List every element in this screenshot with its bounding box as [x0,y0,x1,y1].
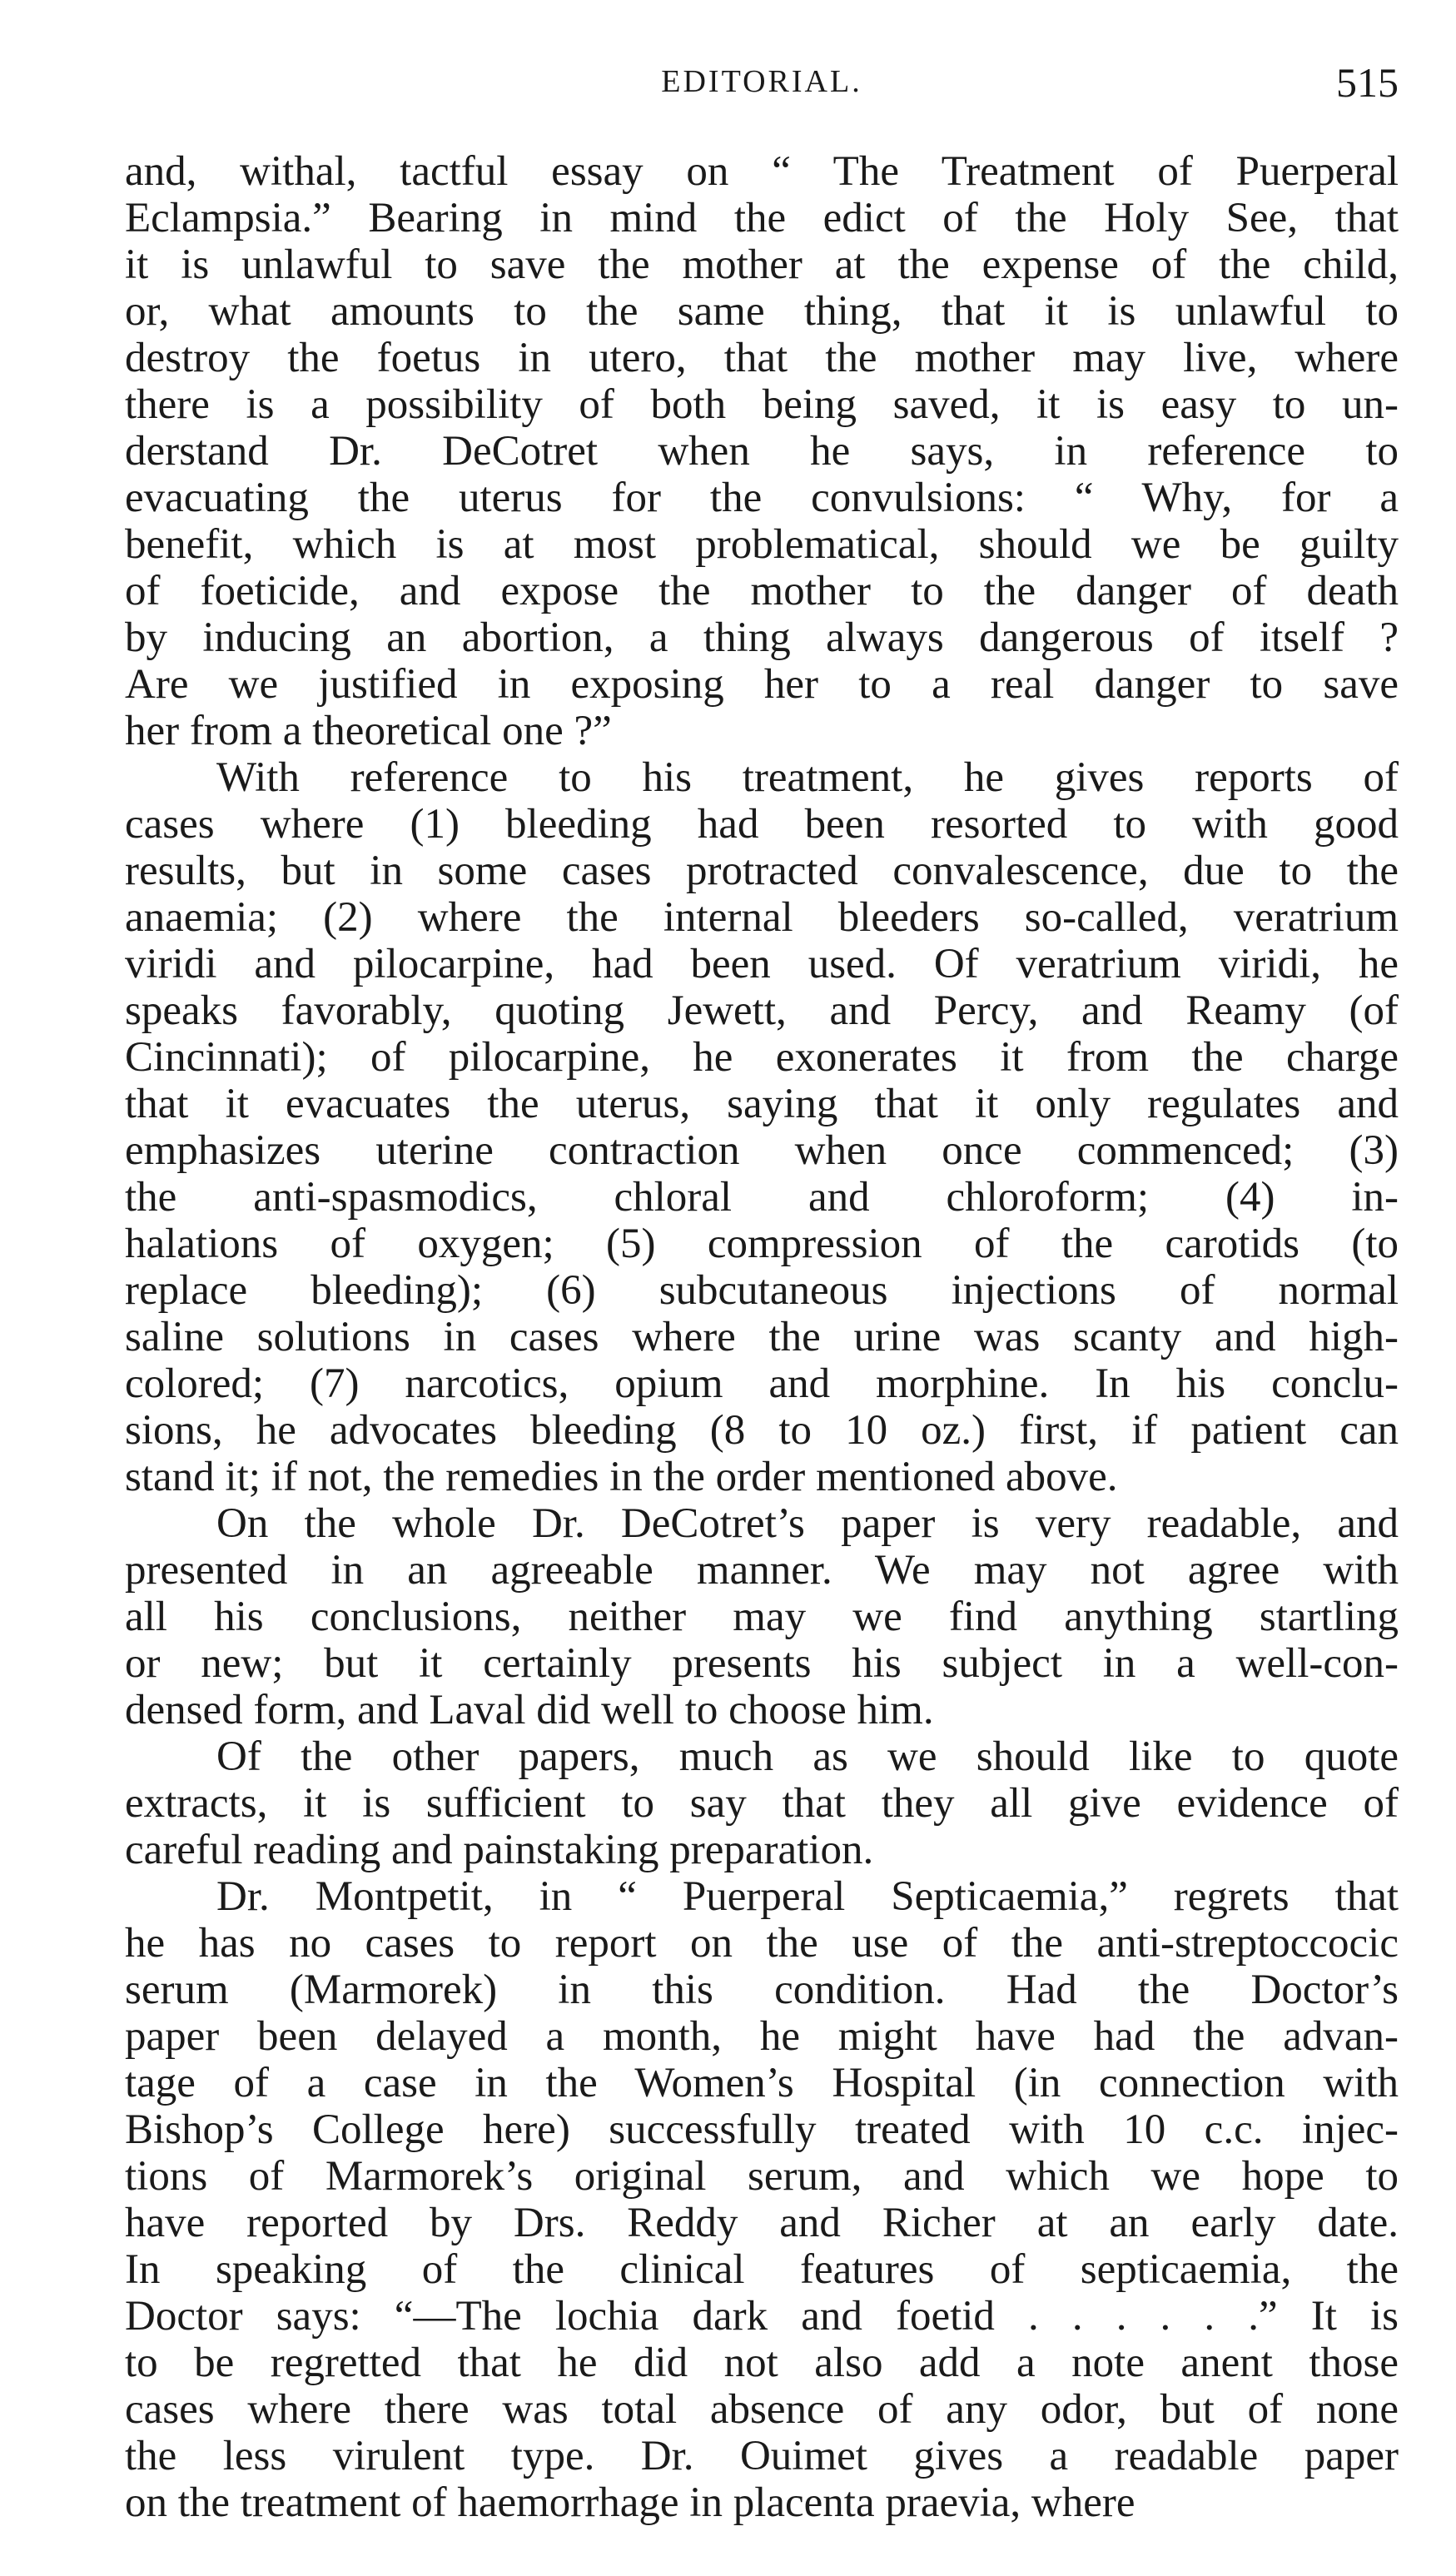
text-line: stand it; if not, the remedies in the order mentioned above. [125,1454,1118,1500]
text-line: by inducing an abortion, a thing always dangerous of itself ? [125,614,1399,661]
paragraph [125,1733,1399,1873]
text-line: have reported by Drs. Reddy and Richer at an early date. [125,2200,1399,2246]
text-line: On the whole Dr. DeCotret’s paper is very readable, and [216,1500,1399,1547]
text-line: densed form, and Laval did well to choose him. [125,1687,934,1733]
text-line: it is unlawful to save the mother at the expense of the child, [125,241,1399,288]
text-line: all his conclusions, neither may we find anything startling [125,1594,1399,1640]
text-line: Eclampsia.” Bearing in mind the edict of the Holy See, that [125,195,1399,241]
text-line: evacuating the uterus for the convulsions: “ Why, for a [125,475,1399,521]
text-line: of foeticide, and expose the mother to the danger of death [125,568,1399,614]
text-line: her from a theoretical one ?” [125,708,612,754]
text-line: sions, he advocates bleeding (8 to 10 oz.) first, if patient can [125,1407,1399,1454]
running-title: EDITORIAL. [661,64,862,99]
text-line: careful reading and painstaking preparation. [125,1827,874,1873]
text-line: paper been delayed a month, he might have had the advan- [125,2013,1399,2060]
paragraph [125,754,1399,1500]
text-line: speaks favorably, quoting Jewett, and Percy, and Reamy (of [125,987,1399,1034]
text-line: serum (Marmorek) in this condition. Had the Doctor’s [125,1967,1399,2013]
running-head [125,58,1399,117]
text-line: Doctor says: “—The lochia dark and foetid . . . . . .” It is [125,2293,1399,2340]
paragraph [125,1500,1399,1733]
text-line: extracts, it is sufficient to say that they all give evidence of [125,1780,1399,1827]
text-line: that it evacuates the uterus, saying that it only regulates and [125,1081,1399,1127]
text-line: In speaking of the clinical features of septicaemia, the [125,2246,1399,2293]
text-line: results, but in some cases protracted convalescence, due to the [125,848,1399,894]
editorial-body-text [125,148,1399,2526]
text-line: there is a possibility of both being saved, it is easy to un- [125,381,1399,428]
text-line: tions of Marmorek’s original serum, and which we hope to [125,2153,1399,2200]
text-line: the anti-spasmodics, chloral and chloroform; (4) in- [125,1174,1399,1221]
text-line: derstand Dr. DeCotret when he says, in reference to [125,428,1399,475]
text-line: Of the other papers, much as we should like to quote [216,1733,1399,1780]
text-line: halations of oxygen; (5) compression of the carotids (to [125,1221,1399,1267]
text-line: or new; but it certainly presents his subject in a well-con- [125,1640,1399,1687]
text-line: colored; (7) narcotics, opium and morphine. In his conclu- [125,1360,1399,1407]
paragraph [125,148,1399,754]
text-line: destroy the foetus in utero, that the mother may live, where [125,335,1399,381]
text-line: presented in an agreeable manner. We may not agree with [125,1547,1399,1594]
text-line: cases where (1) bleeding had been resorted to with good [125,801,1399,848]
text-line: to be regretted that he did not also add a note anent those [125,2340,1399,2386]
text-line: and, withal, tactful essay on “ The Treatment of Puerperal [125,148,1399,195]
paragraph [125,1873,1399,2526]
text-line: or, what amounts to the same thing, that it is unlawful to [125,288,1399,335]
text-line: he has no cases to report on the use of the anti-streptoccocic [125,1920,1399,1967]
text-line: emphasizes uterine contraction when once commenced; (3) [125,1127,1399,1174]
text-line: With reference to his treatment, he gives reports of [216,754,1399,801]
text-line: benefit, which is at most problematical, should we be guilty [125,521,1399,568]
text-line: cases where there was total absence of any odor, but of none [125,2386,1399,2433]
text-line: the less virulent type. Dr. Ouimet gives a readable paper [125,2433,1399,2479]
text-line: Bishop’s College here) successfully treated with 10 c.c. injec- [125,2106,1399,2153]
text-line: on the treatment of haemorrhage in placenta praevia, where [125,2479,1135,2526]
text-line: saline solutions in cases where the urine was scanty and high- [125,1314,1399,1360]
text-line: Are we justified in exposing her to a real danger to save [125,661,1399,708]
page-number: 515 [1336,59,1399,106]
text-line: viridi and pilocarpine, had been used. Of veratrium viridi, he [125,941,1399,987]
text-line: replace bleeding); (6) subcutaneous injections of normal [125,1267,1399,1314]
text-line: anaemia; (2) where the internal bleeders so-called, veratrium [125,894,1399,941]
text-line: tage of a case in the Women’s Hospital (in connection with [125,2060,1399,2106]
text-line: Dr. Montpetit, in “ Puerperal Septicaemia,” regrets that [216,1873,1399,1920]
text-line: Cincinnati); of pilocarpine, he exonerates it from the charge [125,1034,1399,1081]
